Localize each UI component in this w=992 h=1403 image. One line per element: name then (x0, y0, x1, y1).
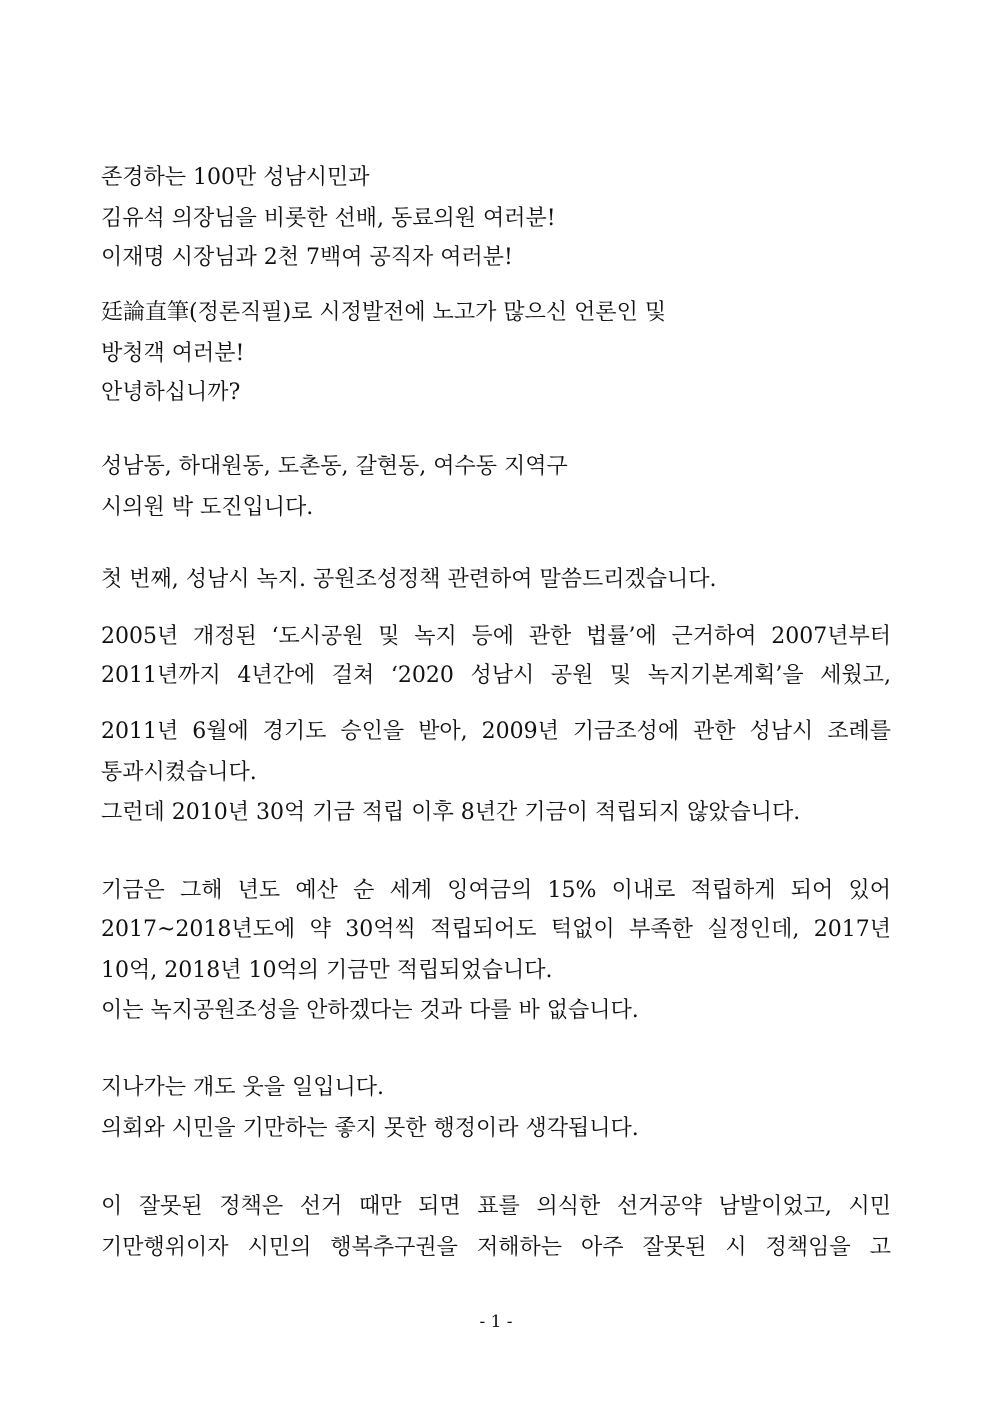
fund-paragraph-line-2: 2017~2018년도에 약 30억씩 적립되어도 턱없이 부족한 실정인데, 2017년 (101, 917, 891, 942)
greeting-line-3: 이재명 시장님과 2천 7백여 공직자 여러분! (101, 245, 513, 270)
approval-paragraph-line-2: 통과시켰습니다. (101, 760, 257, 785)
law-paragraph-line-2: 2011년까지 4년간에 걸쳐 ‘2020 성남시 공원 및 녹지기본계획’을 세웠고, (101, 663, 891, 688)
approval-paragraph-line-3: 그런데 2010년 30억 기금 적립 이후 8년간 기금이 적립되지 않았습니다. (101, 800, 801, 825)
press-greeting-line-3: 안녕하십니까? (101, 380, 241, 405)
press-greeting-line-2: 방청객 여러분! (101, 341, 245, 366)
fund-paragraph-line-3: 10억, 2018년 10억의 기금만 적립되었습니다. (101, 958, 553, 983)
fund-paragraph-line-4: 이는 녹지공원조성을 안하겠다는 것과 다를 바 없습니다. (101, 998, 639, 1023)
introduction-line-1: 성남동, 하대원동, 도촌동, 갈현동, 여수동 지역구 (101, 454, 568, 479)
press-greeting-line-1: 廷論直筆(정론직필)로 시정발전에 노고가 많으신 언론인 및 (101, 300, 667, 325)
proverb-paragraph-line-2: 의회와 시민을 기만하는 좋지 못한 행정이라 생각됩니다. (101, 1116, 639, 1141)
topic-heading: 첫 번째, 성남시 녹지. 공원조성정책 관련하여 말씀드리겠습니다. (101, 567, 717, 592)
closing-paragraph-line-1: 이 잘못된 정책은 선거 때만 되면 표를 의식한 선거공약 남발이었고, 시민 (101, 1194, 891, 1219)
approval-paragraph-line-1: 2011년 6월에 경기도 승인을 받아, 2009년 기금조성에 관한 성남시 조례를 (101, 719, 891, 744)
law-paragraph-line-1: 2005년 개정된 ‘도시공원 및 녹지 등에 관한 법률’에 근거하여 2007년부터 (101, 624, 891, 649)
greeting-line-1: 존경하는 100만 성남시민과 (101, 165, 370, 190)
fund-paragraph-line-1: 기금은 그해 년도 예산 순 세계 잉여금의 15% 이내로 적립하게 되어 있어 (101, 878, 891, 903)
introduction-line-2: 시의원 박 도진입니다. (101, 495, 314, 520)
greeting-line-2: 김유석 의장님을 비롯한 선배, 동료의원 여러분! (101, 206, 556, 231)
closing-paragraph-line-2: 기만행위이자 시민의 행복추구권을 저해하는 아주 잘못된 시 정책임을 고 (101, 1235, 891, 1260)
proverb-paragraph-line-1: 지나가는 개도 웃을 일입니다. (101, 1075, 384, 1100)
page-number: - 1 - (479, 1312, 513, 1332)
